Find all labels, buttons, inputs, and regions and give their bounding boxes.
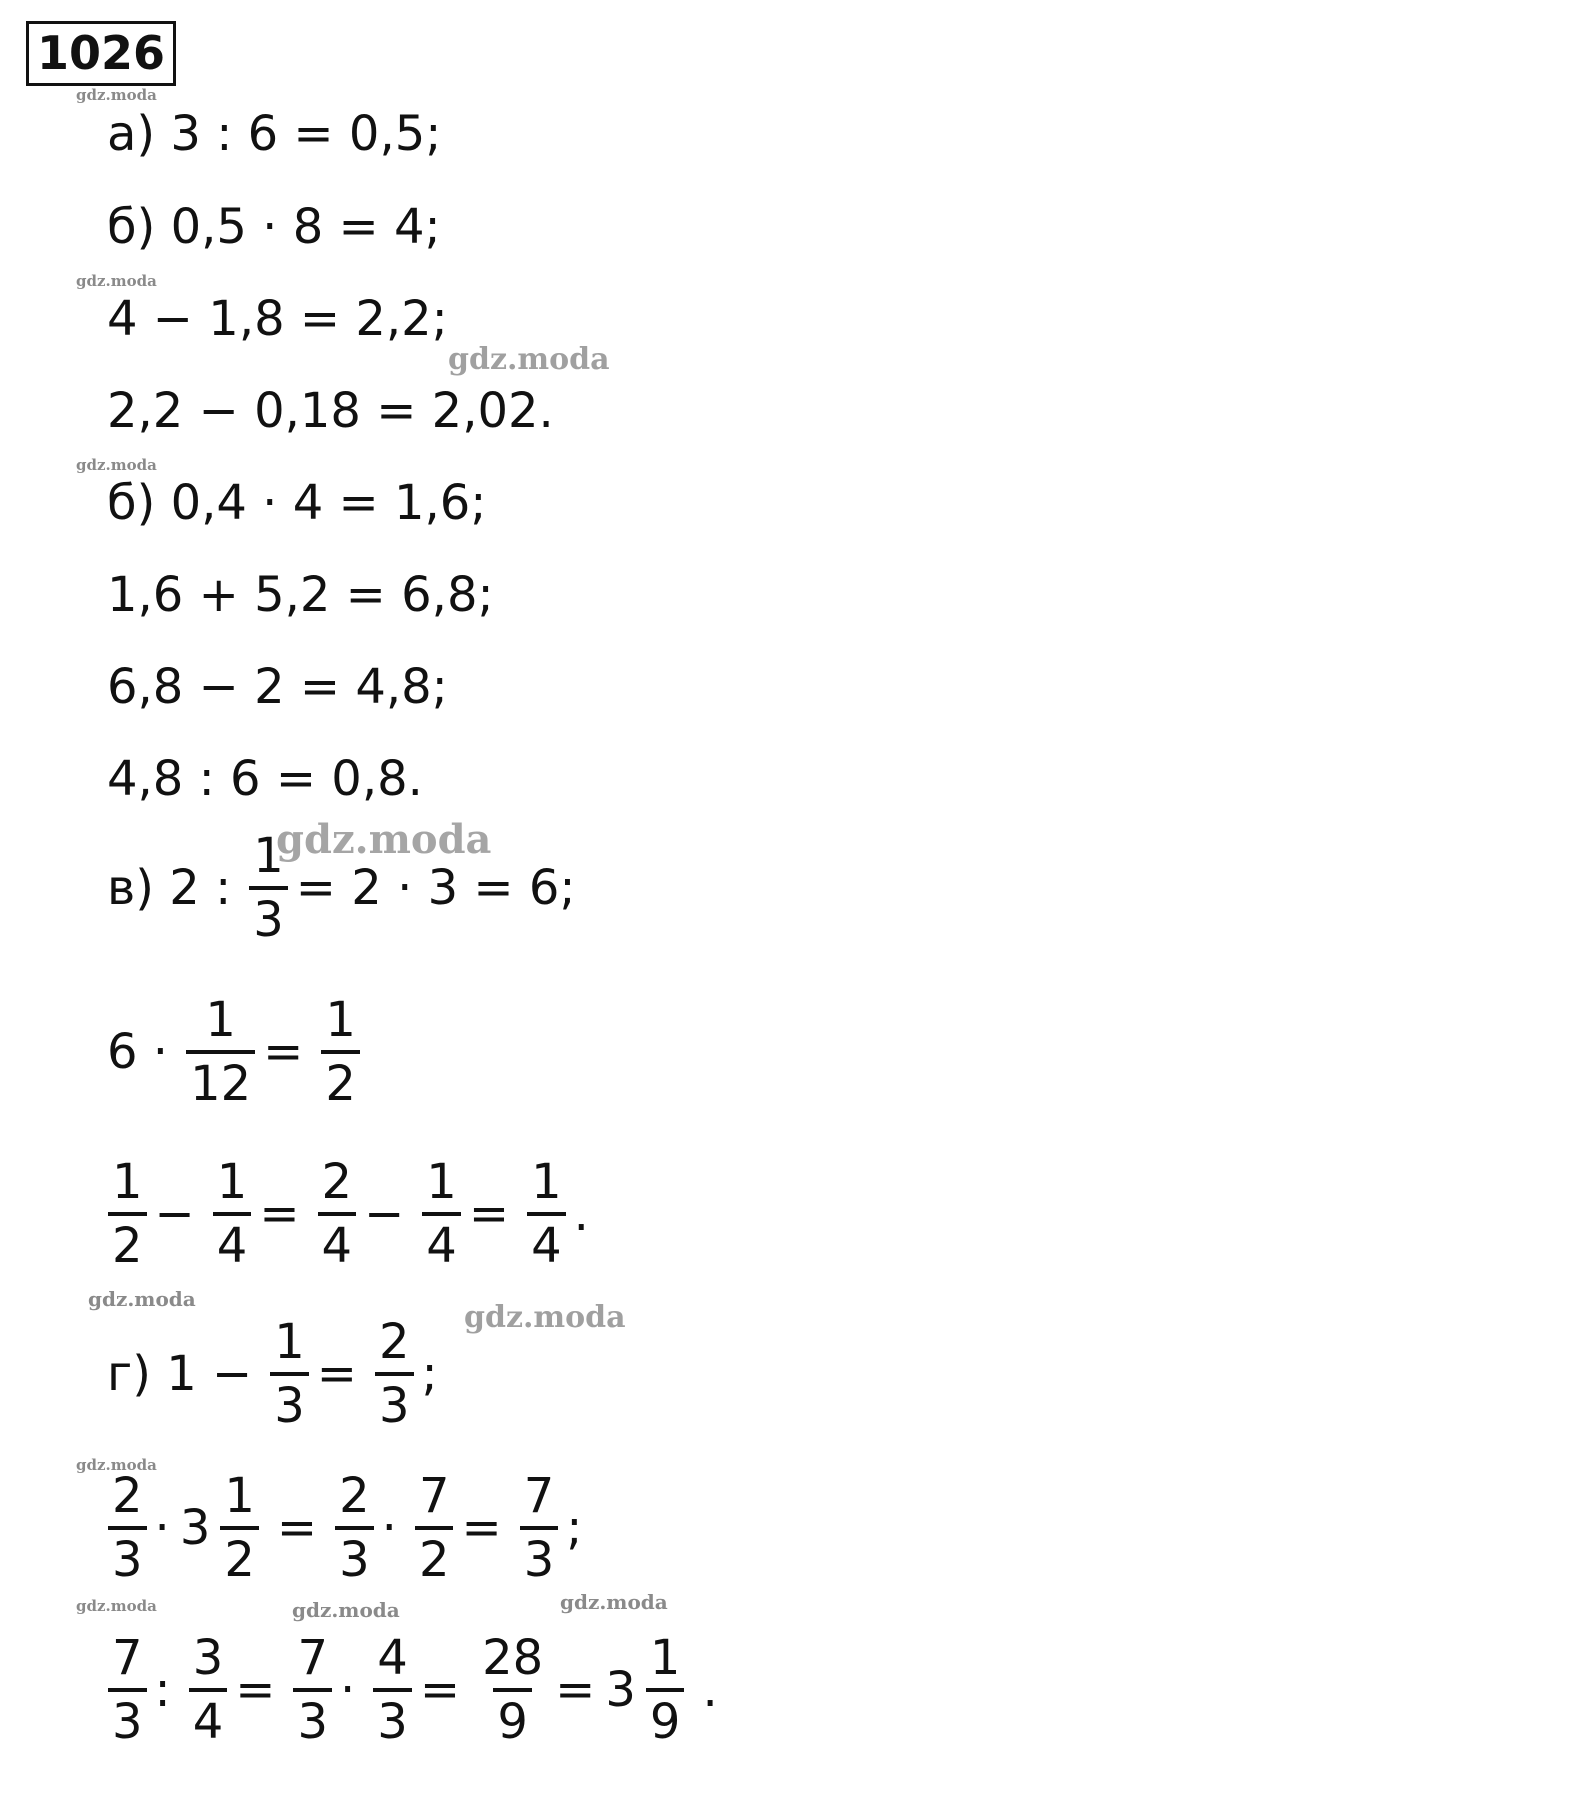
equation-text: б) 0,4 · 4 = 1,6; xyxy=(107,475,487,531)
equals-sign: = xyxy=(263,1024,304,1080)
numerator: 1 xyxy=(531,1154,562,1210)
denominator: 4 xyxy=(527,1212,566,1270)
whole-part: 3 xyxy=(179,1500,211,1556)
fraction xyxy=(186,992,255,1112)
denominator: 3 xyxy=(373,1688,412,1746)
equals-sign: = xyxy=(316,1346,357,1402)
equation-text: б) 0,5 · 8 = 4; xyxy=(107,199,441,255)
operator: − xyxy=(154,1186,195,1242)
numerator: 3 xyxy=(192,1630,224,1686)
equation-text: г) 1 − xyxy=(107,1346,253,1402)
watermark: gdz.moda xyxy=(292,1598,400,1622)
equation-text: 6 · xyxy=(107,1024,169,1080)
watermark: gdz.moda xyxy=(76,272,157,290)
line-b4 xyxy=(107,475,496,531)
period: . xyxy=(573,1186,589,1242)
operator: · xyxy=(381,1500,397,1556)
line-b7 xyxy=(107,751,433,807)
numerator: 2 xyxy=(378,1314,410,1370)
watermark: gdz.moda xyxy=(464,1300,626,1335)
line-v1 xyxy=(107,828,586,948)
numerator: 1 xyxy=(205,992,236,1048)
line-v3 xyxy=(100,1154,599,1274)
numerator: 1 xyxy=(426,1154,457,1210)
fraction xyxy=(108,1468,147,1588)
equals-sign: = xyxy=(235,1662,276,1718)
operator: : xyxy=(154,1662,171,1718)
denominator: 3 xyxy=(108,1526,147,1584)
line-g1 xyxy=(107,1314,448,1434)
denominator: 3 xyxy=(375,1372,414,1430)
fraction xyxy=(270,1314,309,1434)
numerator: 1 xyxy=(274,1314,305,1370)
numerator: 2 xyxy=(321,1154,353,1210)
denominator: 3 xyxy=(249,886,288,944)
operator: · xyxy=(154,1500,170,1556)
equation-text: 4,8 : 6 = 0,8. xyxy=(107,751,423,807)
mixed-number xyxy=(605,1630,692,1750)
denominator: 4 xyxy=(189,1688,228,1746)
fraction xyxy=(422,1154,461,1274)
fraction xyxy=(415,1468,454,1588)
watermark: gdz.moda xyxy=(88,1287,196,1311)
equation-text: 4 − 1,8 = 2,2; xyxy=(107,291,448,347)
denominator: 3 xyxy=(293,1688,332,1746)
line-g3 xyxy=(100,1630,728,1750)
watermark: gdz.moda xyxy=(76,1456,157,1474)
watermark: gdz.moda xyxy=(76,456,157,474)
equation-text: 6,8 − 2 = 4,8; xyxy=(107,659,448,715)
denominator: 4 xyxy=(318,1212,357,1270)
period: . xyxy=(702,1662,718,1718)
whole-part: 3 xyxy=(605,1662,636,1718)
line-g2 xyxy=(100,1468,592,1588)
numerator: 28 xyxy=(482,1630,544,1686)
denominator: 12 xyxy=(186,1050,255,1108)
watermark: gdz.moda xyxy=(76,1597,157,1615)
denominator: 4 xyxy=(422,1212,461,1270)
fraction xyxy=(220,1468,259,1588)
equals-sign: = xyxy=(276,1500,318,1556)
denominator: 3 xyxy=(270,1372,309,1430)
fraction xyxy=(108,1630,147,1750)
watermark: gdz.moda xyxy=(276,816,492,863)
equals-sign: = xyxy=(555,1662,596,1718)
denominator: 3 xyxy=(520,1526,559,1584)
numerator: 1 xyxy=(253,828,284,884)
fraction xyxy=(646,1630,685,1750)
fraction xyxy=(318,1154,357,1274)
operator: = xyxy=(468,1186,510,1242)
denominator: 9 xyxy=(493,1688,532,1746)
line-b6 xyxy=(107,659,458,715)
semicolon: ; xyxy=(566,1500,583,1556)
equation-text: а) 3 : 6 = 0,5; xyxy=(107,106,442,162)
fraction xyxy=(189,1630,228,1750)
line-b5 xyxy=(107,567,504,623)
mixed-number xyxy=(179,1468,267,1588)
semicolon: ; xyxy=(421,1346,438,1402)
numerator: 7 xyxy=(297,1630,329,1686)
equation-text: 1,6 + 5,2 = 6,8; xyxy=(107,567,494,623)
watermark: gdz.moda xyxy=(560,1590,668,1614)
line-b3 xyxy=(107,383,564,439)
denominator: 9 xyxy=(646,1688,685,1746)
numerator: 1 xyxy=(649,1630,681,1686)
fraction xyxy=(527,1154,566,1274)
fraction xyxy=(108,1154,147,1274)
numerator: 1 xyxy=(325,992,356,1048)
denominator: 2 xyxy=(415,1526,454,1584)
denominator: 3 xyxy=(108,1688,147,1746)
numerator: 7 xyxy=(523,1468,555,1524)
fraction xyxy=(213,1154,252,1274)
denominator: 2 xyxy=(108,1212,147,1270)
denominator: 2 xyxy=(321,1050,360,1108)
numerator: 4 xyxy=(377,1630,408,1686)
line-b2 xyxy=(107,291,458,347)
task-number: 1026 xyxy=(26,21,176,86)
equals-sign: = xyxy=(461,1500,502,1556)
fraction xyxy=(373,1630,412,1750)
denominator: 4 xyxy=(213,1212,252,1270)
fraction xyxy=(478,1630,547,1750)
fraction xyxy=(375,1314,414,1434)
line-b1 xyxy=(107,199,451,255)
fraction xyxy=(321,992,360,1112)
numerator: 1 xyxy=(224,1468,255,1524)
numerator: 7 xyxy=(418,1468,450,1524)
line-a1 xyxy=(107,106,451,162)
numerator: 2 xyxy=(339,1468,370,1524)
numerator: 2 xyxy=(112,1468,143,1524)
denominator: 3 xyxy=(335,1526,374,1584)
operator: − xyxy=(364,1186,405,1242)
watermark: gdz.moda xyxy=(76,86,157,104)
numerator: 1 xyxy=(216,1154,248,1210)
operator: = xyxy=(259,1186,300,1242)
denominator: 2 xyxy=(220,1526,259,1584)
equals-sign: = xyxy=(419,1662,461,1718)
fraction xyxy=(293,1630,332,1750)
numerator: 1 xyxy=(112,1154,143,1210)
line-v2 xyxy=(107,992,368,1112)
operator: · xyxy=(340,1662,356,1718)
equation-text: = 2 · 3 = 6; xyxy=(295,860,576,916)
equation-text: 2,2 − 0,18 = 2,02. xyxy=(107,383,554,439)
fraction xyxy=(520,1468,559,1588)
watermark: gdz.moda xyxy=(448,342,610,377)
fraction xyxy=(335,1468,374,1588)
fraction xyxy=(249,828,288,948)
equation-text: в) 2 : xyxy=(107,860,232,916)
numerator: 7 xyxy=(112,1630,143,1686)
